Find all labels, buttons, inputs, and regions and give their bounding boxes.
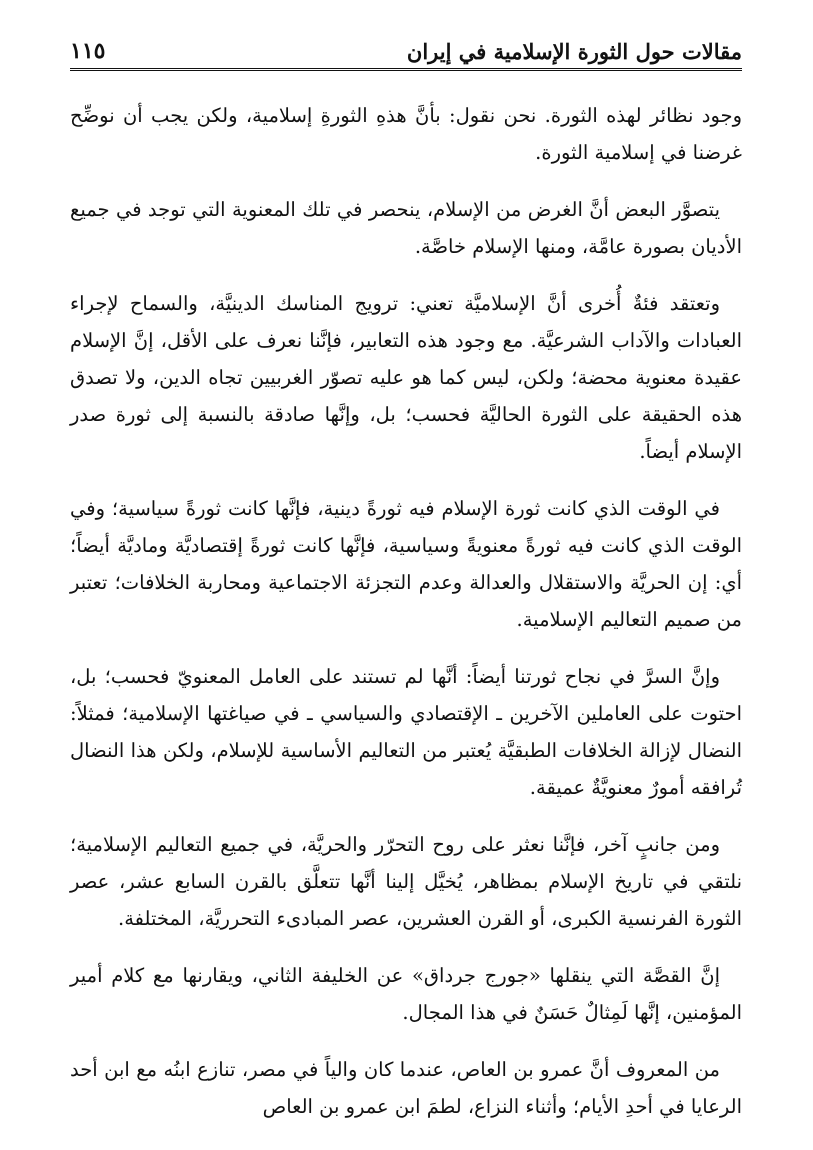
running-title: مقالات حول الثورة الإسلامية في إيران xyxy=(406,39,742,64)
book-page xyxy=(70,30,742,1145)
page-number: ١١٥ xyxy=(70,38,106,64)
paragraph: إنَّ القصَّة التي ينقلها «جورج جرداق» عن الخليفة الثاني، ويقارنها مع كلام أمير المؤمنين، إنَّها لَمِثالٌ حَسَنٌ في هذا المجال. xyxy=(70,964,742,1024)
paragraph: وجود نظائر لهذه الثورة. نحن نقول: بأنَّ هذهِ الثورةِ إسلامية، ولكن يجب أن نوضِّح غرضنا في إسلامية الثورة. xyxy=(70,104,742,164)
paragraph: وتعتقد فئةٌ أُخرى أنَّ الإسلاميَّة تعني: ترويج المناسك الدينيَّة، والسماح لإجراء العبادات والآداب الشرعيَّة. مع وجود هذه التعابير، فإنَّنا نعرف على الأقل، إنَّ الإسلام عقيدة معنوية محضة؛ ولكن، ليس كما هو عليه تصوّر الغربيين تجاه الدين، ولا تصدق هذه الحقيقة على الثورة الحاليَّة فحسب؛ بل، وإنَّها صادقة بالنسبة إلى ثورة صدر الإسلام أيضاً. xyxy=(70,292,742,463)
page-body xyxy=(70,97,742,1125)
paragraph: وإنَّ السرَّ في نجاح ثورتنا أيضاً: أنَّها لم تستند على العامل المعنويّ فحسب؛ بل، احتوت على العاملين الآخرين ـ الإقتصادي والسياسي ـ في صياغتها الإسلامية؛ فمثلاً: النضال لإزالة الخلافات الطبقيَّة يُعتبر من التعاليم الأساسية للإسلام، ولكن هذا النضال تُرافقه أمورٌ معنويَّةٌ عميقة. xyxy=(70,665,742,799)
paragraph: ومن جانبٍ آخر، فإنَّنا نعثر على روح التحرّر والحريَّة، في جميع التعاليم الإسلامية؛ نلتقي في تاريخ الإسلام بمظاهر، يُخيَّل إلينا أنَّها تتعلَّق بالقرن السابع عشر، عصر الثورة الفرنسية الكبرى، أو القرن العشرين، عصر المبادىء التحرريَّة، المختلفة. xyxy=(70,833,742,930)
paragraph: في الوقت الذي كانت ثورة الإسلام فيه ثورةً دينية، فإنَّها كانت ثورةً سياسية؛ وفي الوقت الذي كانت فيه ثورةً معنويةً وسياسية، فإنَّها كانت ثورةً إقتصاديَّة وماديَّة أيضاً؛ أي: إن الحريَّة والاستقلال والعدالة وعدم التجزئة الاجتماعية ومحاربة الخلافات؛ تعتبر من صميم التعاليم الإسلامية. xyxy=(70,497,742,631)
paragraph: يتصوَّر البعض أنَّ الغرض من الإسلام، ينحصر في تلك المعنوية التي توجد في جميع الأديان بصورة عامَّة، ومنها الإسلام خاصَّة. xyxy=(70,198,742,258)
paragraph: من المعروف أنَّ عمرو بن العاص، عندما كان والياً في مصر، تنازع ابنُه مع ابن أحد الرعايا في أحدِ الأيام؛ وأثناء النزاع، لطمَ ابن عمرو بن العاص xyxy=(70,1058,742,1118)
page-header xyxy=(70,30,742,71)
